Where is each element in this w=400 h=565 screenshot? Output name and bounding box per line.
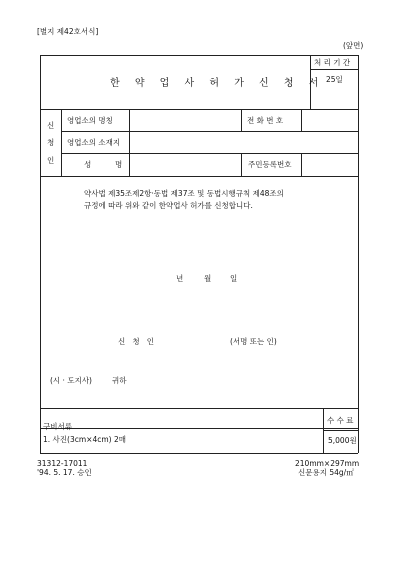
applicant-signature-label: 신 청 인: [118, 337, 155, 346]
form-code: 31312-17011: [37, 459, 88, 468]
paper-size: 210mm×297mm: [295, 459, 360, 468]
applicant-group-label-3: 인: [47, 156, 55, 165]
date-day-label: 일: [230, 274, 238, 283]
form-number: [별지 제42호서식]: [37, 27, 99, 36]
application-statement-line-1: 약사법 제35조제2항·동법 제37조 및 동법시행규칙 제48조의: [84, 189, 284, 198]
page-side-label: (앞면): [343, 41, 364, 50]
date-month-label: 월: [204, 274, 212, 283]
applicant-name-label-a: 성: [84, 160, 92, 169]
recipient-label: (시 · 도지사): [50, 376, 92, 385]
signature-hint: (서명 또는 인): [230, 337, 277, 346]
date-year-label: 년: [176, 274, 184, 283]
application-statement-line-2: 규정에 따라 위와 같이 한약업사 허가를 신청합니다.: [84, 201, 253, 210]
applicant-group-label-2: 청: [47, 138, 55, 147]
phone-number-label: 전 화 번 호: [247, 116, 284, 125]
attachments-label: 구비서류: [43, 422, 72, 431]
paper-type: 신문용지 54g/㎡: [298, 468, 354, 477]
fee-label: 수 수 료: [327, 416, 354, 425]
processing-period-value: 25일: [326, 75, 343, 84]
business-name-label: 영업소의 명칭: [67, 116, 113, 125]
applicant-group-label-1: 신: [47, 121, 55, 130]
attachments-item: 1. 사진(3cm×4cm) 2매: [43, 435, 126, 444]
business-address-label: 영업소의 소재지: [67, 138, 121, 147]
applicant-name-label-b: 명: [115, 160, 123, 169]
fee-value: 5,000원: [328, 436, 357, 445]
form-title: 한 약 업 사 허 가 신 청 서: [110, 78, 325, 89]
recipient-suffix: 귀하: [112, 376, 127, 385]
resident-number-label: 주민등록번호: [248, 160, 292, 169]
approval-date: '94. 5. 17. 승인: [37, 468, 92, 477]
processing-period-label: 처 리 기 간: [314, 58, 351, 67]
